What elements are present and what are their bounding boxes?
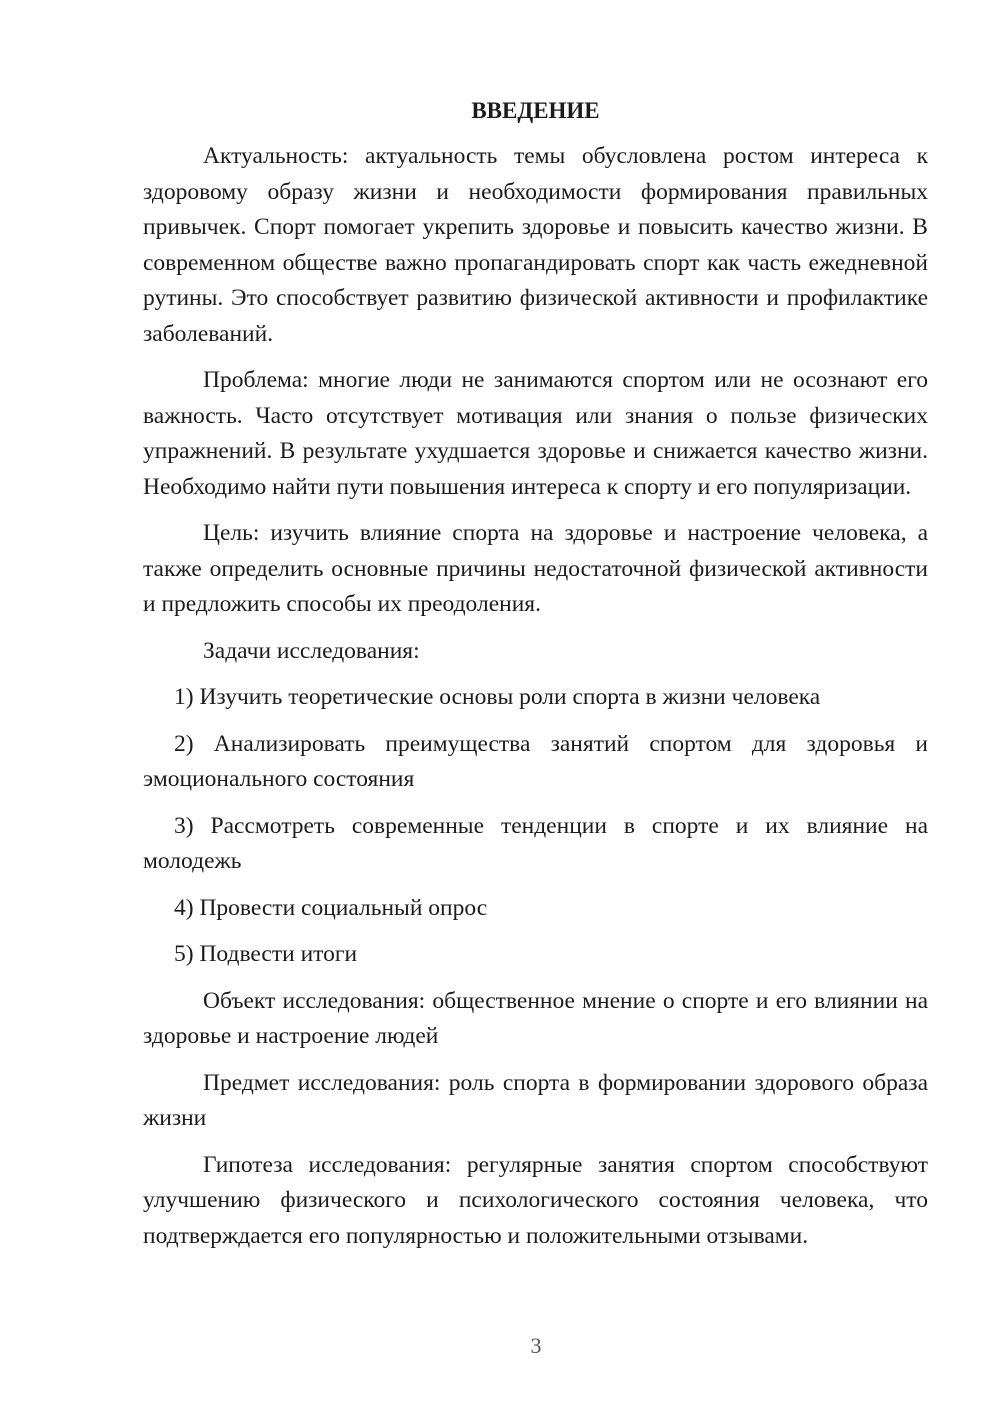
page-content	[143, 94, 928, 1265]
page-title: ВВЕДЕНИЕ	[471, 98, 600, 123]
task-item-4: 4) Провести социальный опрос	[174, 894, 488, 921]
paragraph-goal: Цель: изучить влияние спорта на здоровье и настроение человека, а также определить основные причины недостаточной физической активности и предложить способы их преодоления.	[143, 520, 928, 617]
paragraph-object: Объект исследования: общественное мнение о спорте и его влиянии на здоровье и настроение людей	[143, 987, 928, 1049]
paragraph-subject: Предмет исследования: роль спорта в формировании здорового образа жизни	[143, 1069, 928, 1131]
paragraph-problem: Проблема: многие люди не занимаются спортом или не осознают его важность. Часто отсутствует мотивация или знания о пользе физических упражнений. В результате ухудшается здоровье и снижается качество жизни. Необходимо найти пути повышения интереса к спорту и его популяризации.	[143, 367, 928, 500]
tasks-heading: Задачи исследования:	[203, 637, 420, 664]
task-item-1: 1) Изучить теоретические основы роли спорта в жизни человека	[174, 684, 821, 710]
task-item-3: 3) Рассмотреть современные тенденции в спорте и их влияние на молодежь	[143, 812, 928, 874]
paragraph-hypothesis: Гипотеза исследования: регулярные занятия спортом способствуют улучшению физического и психологического состояния человека, что подтверждается его популярностью и положительными отзывами.	[143, 1151, 928, 1249]
page-number: 3	[530, 1333, 542, 1358]
paragraph-relevance: Актуальность: актуальность темы обусловлена ростом интереса к здоровому образу жизни и необходимости формирования правильных привычек. Спорт помогает укрепить здоровье и повысить качество жизни. В современном обществе важно пропагандировать спорт как часть ежедневной рутины. Это способствует развитию физической активности и профилактике заболеваний.	[143, 143, 928, 347]
task-item-5: 5) Подвести итоги	[174, 941, 358, 967]
task-item-2: 2) Анализировать преимущества занятий спортом для здоровья и эмоционального состояния	[143, 730, 928, 792]
